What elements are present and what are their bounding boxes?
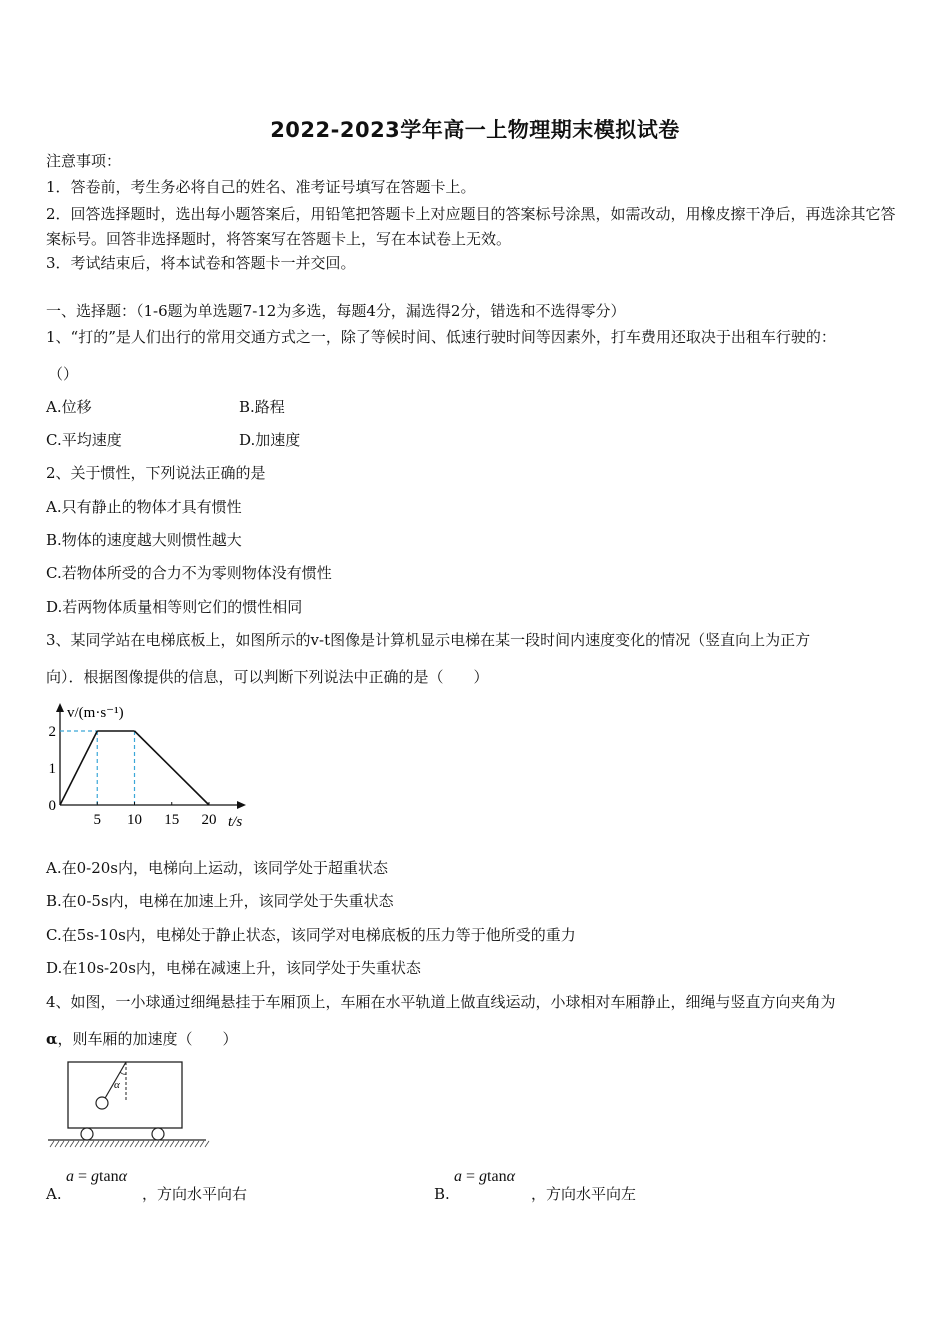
q3-option-c: C.在5s-10s内，电梯处于静止状态，该同学对电梯底板的压力等于他所受的重力: [46, 926, 576, 944]
ground-hatching: [50, 1141, 209, 1147]
notice-item-3: 3．考试结束后，将本试卷和答题卡一并交回。: [46, 254, 356, 272]
formula-b-g: g: [479, 1168, 488, 1185]
y-tick-label-0: 0: [48, 798, 56, 814]
q4-option-a-letter: A.: [46, 1185, 62, 1203]
q1-option-d: D.加速度: [239, 431, 301, 449]
q2-option-b: B.物体的速度越大则惯性越大: [46, 531, 242, 549]
q4-option-b-letter: B.: [434, 1185, 450, 1203]
q1-stem: 1、“打的”是人们出行的常用交通方式之一，除了等候时间、低速行驶时间等因素外，打车费用还取决于出租车行驶的：: [46, 328, 836, 346]
q1-option-b: B.路程: [239, 398, 285, 416]
y-axis-label: v/(m·s⁻¹): [67, 705, 124, 721]
q2-stem: 2、关于惯性，下列说法正确的是: [46, 464, 266, 482]
notice-heading: 注意事项：: [46, 152, 122, 170]
notice-item-2: 2．回答选择题时，选出每小题答案后，用铅笔把答题卡上对应题目的答案标号涂黑，如需改动，用橡皮擦干净后，再选涂其它答案标号。回答非选择题时，将答案写在答题卡上，写在本试卷上无效。: [46, 205, 896, 248]
x-tick-label-5: 5: [93, 812, 101, 828]
formula-a-symbol: a: [66, 1168, 74, 1185]
formula-a-tan: tan: [99, 1168, 119, 1185]
q4-stem-line1: 4、如图，一小球通过细绳悬挂于车厢顶上，车厢在水平轨道上做直线运动，小球相对车厢静止，细绳与竖直方向夹角为: [46, 993, 836, 1011]
section-heading: 一、选择题：（1-6题为单选题7-12为多选，每题4分，漏选得2分，错选和不选得零分）: [46, 302, 626, 320]
car-body: [68, 1062, 182, 1128]
q3-option-b: B.在0-5s内，电梯在加速上升，该同学处于失重状态: [46, 892, 394, 910]
x-axis-label: t/s: [228, 814, 243, 830]
notice-item-1: 1．答卷前，考生务必将自己的姓名、准考证号填写在答题卡上。: [46, 178, 476, 196]
q2-option-c: C.若物体所受的合力不为零则物体没有惯性: [46, 564, 332, 582]
q1-blank: （）: [48, 365, 79, 383]
series-segment-3: [135, 731, 210, 805]
car-pendulum-figure: [46, 1058, 211, 1154]
formula-b-alpha: α: [506, 1168, 515, 1185]
q3-stem-line1: 3、某同学站在电梯底板上，如图所示的v-t图像是计算机显示电梯在某一段时间内速度变化的情况（竖直向上为正方: [46, 631, 811, 649]
formula-a-g: g: [91, 1168, 100, 1185]
angle-label: α: [114, 1079, 120, 1091]
q4-stem-rest: ，则车厢的加速度（ ）: [57, 1030, 238, 1048]
formula-b-symbol: a: [454, 1168, 462, 1185]
page-title: 2022-2023学年高一上物理期末模拟试卷: [270, 118, 680, 142]
wheel-right: [152, 1128, 164, 1140]
formula-a-alpha: α: [118, 1168, 127, 1185]
x-axis-arrow: [237, 801, 246, 809]
q4-option-b-formula: [454, 1168, 515, 1186]
y-tick-label-1: 1: [48, 761, 56, 777]
ball: [96, 1097, 108, 1109]
q2-option-a: A.只有静止的物体才具有惯性: [46, 498, 242, 516]
q1-option-c: C.平均速度: [46, 431, 122, 449]
q1-option-a: A.位移: [46, 398, 92, 416]
formula-a-eq: =: [74, 1168, 92, 1185]
q4-option-a-text: ，方向水平向右: [142, 1185, 248, 1203]
q3-option-d: D.在10s-20s内，电梯在减速上升，该同学处于失重状态: [46, 959, 421, 977]
q4-alpha-symbol: α: [46, 1030, 58, 1048]
formula-b-tan: tan: [487, 1168, 507, 1185]
q4-option-a-formula: [66, 1168, 127, 1186]
angle-arc: [120, 1072, 126, 1074]
x-tick-label-10: 10: [127, 812, 142, 828]
y-tick-label-2: 2: [48, 724, 56, 740]
q4-option-b-text: ，方向水平向左: [531, 1185, 637, 1203]
q2-option-d: D.若两物体质量相等则它们的惯性相同: [46, 598, 303, 616]
vt-chart: [40, 695, 260, 835]
series-segment-1: [60, 731, 97, 805]
q4-stem-line2: [46, 1029, 238, 1049]
x-tick-label-20: 20: [201, 812, 217, 828]
x-tick-label-15: 15: [164, 812, 180, 828]
q3-option-a: A.在0-20s内，电梯向上运动，该同学处于超重状态: [46, 859, 388, 877]
formula-b-eq: =: [462, 1168, 480, 1185]
wheel-left: [81, 1128, 93, 1140]
q3-stem-line2: 向）．根据图像提供的信息，可以判断下列说法中正确的是（ ）: [46, 668, 489, 686]
y-axis-arrow: [56, 703, 64, 712]
